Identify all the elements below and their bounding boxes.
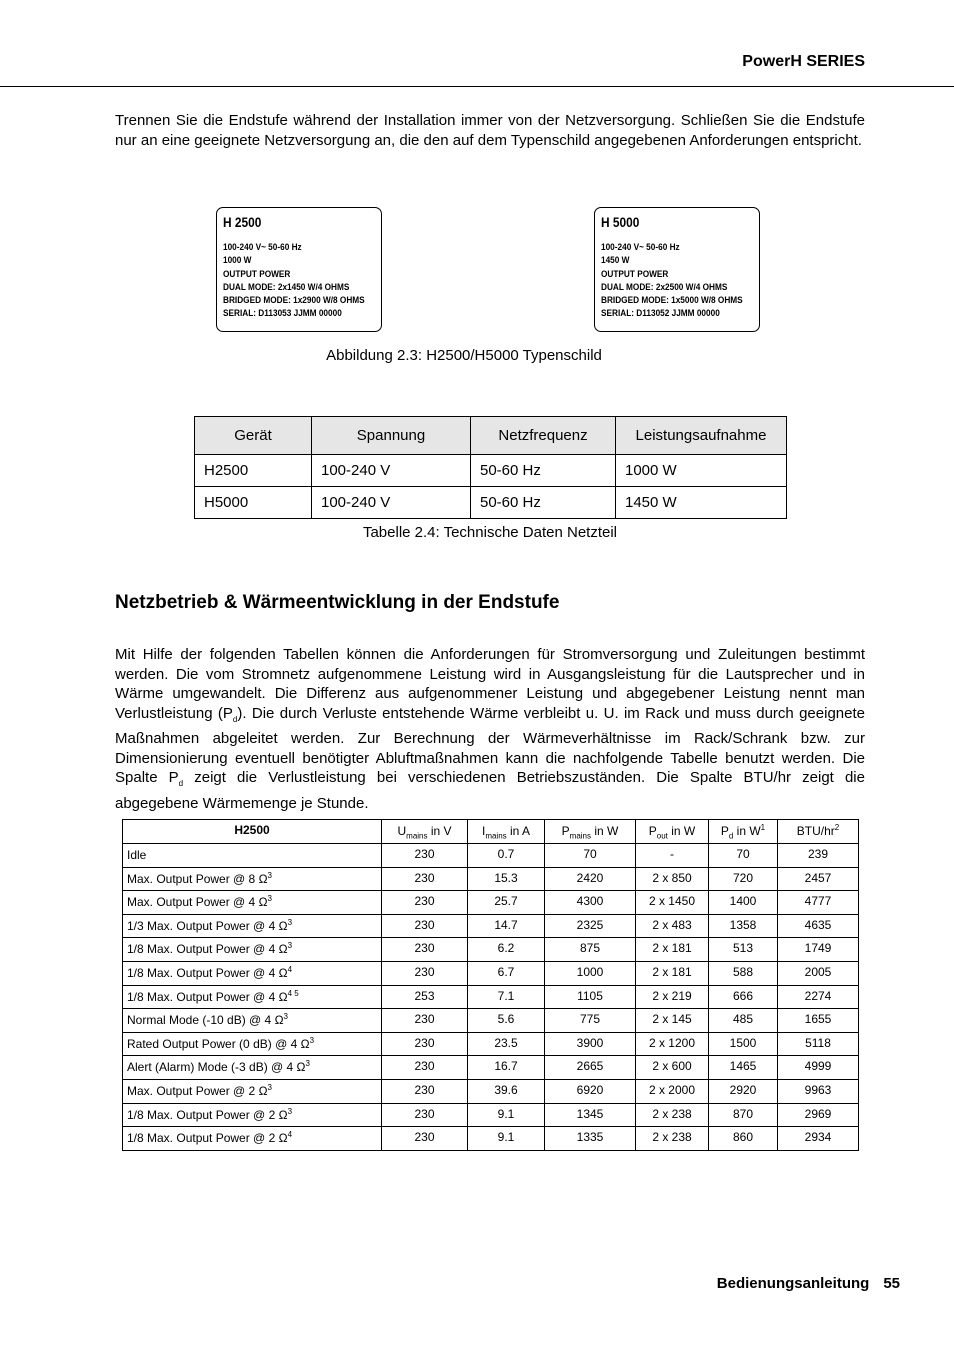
table-cell: 230 <box>382 844 468 868</box>
column-header <box>709 820 778 844</box>
table-cell: 6.2 <box>468 938 545 962</box>
subscript: d <box>232 714 238 724</box>
row-label-text: Max. Output Power @ 8 Ω <box>127 871 268 886</box>
row-label <box>123 1127 382 1151</box>
body-text: zeigt die Verlustleistung bei verschiedenen Betriebszuständen. Die Spalte BTU/hr zeigt die abgegebene Wärmemenge je Stunde. <box>115 769 865 812</box>
table-cell: 4635 <box>778 914 859 938</box>
table-row <box>123 1056 859 1080</box>
table-cell: 870 <box>709 1103 778 1127</box>
table-row <box>195 487 787 519</box>
table-cell: 9.1 <box>468 1103 545 1127</box>
footnote-ref: 3 <box>309 1035 315 1045</box>
table-row <box>195 455 787 487</box>
table-cell: 666 <box>709 985 778 1009</box>
label-line: OUTPUT POWER <box>601 268 669 280</box>
column-header: Spannung <box>312 417 471 455</box>
column-header <box>778 820 859 844</box>
table-cell: 5118 <box>778 1032 859 1056</box>
table-cell: 513 <box>709 938 778 962</box>
column-header <box>636 820 709 844</box>
footer-title: Bedienungsanleitung <box>716 1275 870 1292</box>
table-cell: 6.7 <box>468 961 545 985</box>
column-header <box>545 820 636 844</box>
table-cell: 2 x 600 <box>636 1056 709 1080</box>
label-line: SERIAL: D113052 JJMM 00000 <box>601 308 720 320</box>
table-cell: 2325 <box>545 914 636 938</box>
label-line: 1000 W <box>223 255 252 267</box>
table-row <box>123 914 859 938</box>
table-cell: 253 <box>382 985 468 1009</box>
table-cell: 230 <box>382 1103 468 1127</box>
header-symbol: BTU/hr <box>796 824 835 838</box>
label-line: OUTPUT POWER <box>223 268 291 280</box>
footnote-ref: 4 5 <box>287 988 299 998</box>
table-cell: 2005 <box>778 961 859 985</box>
table-cell: 14.7 <box>468 914 545 938</box>
label-line: BRIDGED MODE: 1x5000 W/8 OHMS <box>601 295 743 307</box>
table-cell: 2420 <box>545 867 636 891</box>
row-label <box>123 867 382 891</box>
column-header: Netzfrequenz <box>471 417 616 455</box>
table-cell: 7.1 <box>468 985 545 1009</box>
header-footnote: 1 <box>760 823 766 832</box>
table-cell: 15.3 <box>468 867 545 891</box>
table-row <box>123 1032 859 1056</box>
table-cell: 100-240 V <box>312 487 471 519</box>
column-header <box>382 820 468 844</box>
table-cell: 2 x 238 <box>636 1127 709 1151</box>
row-label <box>123 938 382 962</box>
header-unit: in W <box>733 824 761 838</box>
table-cell: - <box>636 844 709 868</box>
table-cell: 2934 <box>778 1127 859 1151</box>
table-cell: 2969 <box>778 1103 859 1127</box>
table-row <box>123 1127 859 1151</box>
footer <box>717 1275 900 1292</box>
header-symbol: P <box>648 824 657 838</box>
table-row <box>123 867 859 891</box>
table-cell: 1105 <box>545 985 636 1009</box>
table-cell: 100-240 V <box>312 455 471 487</box>
table-cell: 1335 <box>545 1127 636 1151</box>
row-label <box>123 1009 382 1033</box>
table-row <box>123 891 859 915</box>
label-line: SERIAL: D113053 JJMM 00000 <box>223 308 342 320</box>
header-symbol: U <box>397 824 407 838</box>
table-cell: 1345 <box>545 1103 636 1127</box>
label-line: BRIDGED MODE: 1x2900 W/8 OHMS <box>223 295 365 307</box>
header-subscript: d <box>728 831 734 841</box>
row-label-text: 1/8 Max. Output Power @ 2 Ω <box>127 1131 288 1146</box>
footnote-ref: 3 <box>267 1082 272 1092</box>
figure-caption: Abbildung 2.3: H2500/H5000 Typenschild <box>326 347 602 364</box>
table-cell: 1450 W <box>616 487 787 519</box>
table-cell: 6920 <box>545 1079 636 1103</box>
table-cell: 775 <box>545 1009 636 1033</box>
table-cell: 1465 <box>709 1056 778 1080</box>
footnote-ref: 3 <box>267 894 272 904</box>
page-number: 55 <box>883 1275 900 1292</box>
table-cell: 230 <box>382 961 468 985</box>
footnote-ref: 3 <box>287 941 293 951</box>
row-label <box>123 891 382 915</box>
footnote-ref: 3 <box>283 1012 288 1022</box>
table-cell: 230 <box>382 867 468 891</box>
table-cell: 720 <box>709 867 778 891</box>
table-cell: 1000 <box>545 961 636 985</box>
table-cell: 0.7 <box>468 844 545 868</box>
table-cell: 2 x 2000 <box>636 1079 709 1103</box>
row-label <box>123 844 382 868</box>
row-label <box>123 1032 382 1056</box>
header-unit: in V <box>427 824 452 838</box>
table-cell: 1749 <box>778 938 859 962</box>
table-cell: 25.7 <box>468 891 545 915</box>
table-cell: 230 <box>382 1079 468 1103</box>
table-cell: 23.5 <box>468 1032 545 1056</box>
row-label-text: Normal Mode (-10 dB) @ 4 Ω <box>127 1013 284 1028</box>
power-table-body <box>123 844 859 1151</box>
table-cell: 2 x 1200 <box>636 1032 709 1056</box>
footnote-ref: 4 <box>287 1130 293 1140</box>
table-cell: 588 <box>709 961 778 985</box>
footnote-ref: 3 <box>267 870 272 880</box>
row-label <box>123 985 382 1009</box>
body-text: Mit Hilfe der folgenden Tabellen können die Anforderungen für Stromversorgung und Zuleitungen bestimmt werden. Die vom Stromnetz aufgenommene Leistung wird in Ausgangsleistung für die Lautsprecher und in Wärme umgewandelt. Die Differenz aus aufgenommener Leistung und abgegebener Leistung nennt man Verlustleistung (P <box>115 646 865 722</box>
table-cell: 1358 <box>709 914 778 938</box>
table-cell: H2500 <box>195 455 312 487</box>
table-cell: 230 <box>382 914 468 938</box>
table-cell: 2665 <box>545 1056 636 1080</box>
label-model: H 5000 <box>601 214 640 230</box>
table-cell: 4777 <box>778 891 859 915</box>
column-header: Leistungsaufnahme <box>616 417 787 455</box>
table-cell: 2457 <box>778 867 859 891</box>
label-model: H 2500 <box>223 214 262 230</box>
table-row <box>123 985 859 1009</box>
table-cell: 2920 <box>709 1079 778 1103</box>
label-line: 100-240 V~ 50-60 Hz <box>223 242 302 253</box>
header-unit: in W <box>591 824 619 838</box>
table-cell: 230 <box>382 891 468 915</box>
label-line: 100-240 V~ 50-60 Hz <box>601 242 680 253</box>
table-cell: 2 x 181 <box>636 961 709 985</box>
table-cell: 875 <box>545 938 636 962</box>
table-cell: 1400 <box>709 891 778 915</box>
row-label-text: Max. Output Power @ 4 Ω <box>127 895 268 910</box>
header-title: PowerH SERIES <box>742 53 865 70</box>
row-label <box>123 1056 382 1080</box>
table-row <box>123 938 859 962</box>
table-cell: 3900 <box>545 1032 636 1056</box>
column-header: Gerät <box>195 417 312 455</box>
header-subscript: mains <box>569 831 591 841</box>
table-caption: Tabelle 2.4: Technische Daten Netzteil <box>362 524 618 541</box>
header-subscript: out <box>656 831 668 841</box>
header-symbol: I <box>481 824 486 838</box>
table-cell: 1500 <box>709 1032 778 1056</box>
header-subscript: mains <box>485 831 507 841</box>
table-header-row <box>123 820 859 844</box>
table-cell: 4300 <box>545 891 636 915</box>
column-header <box>468 820 545 844</box>
table-cell: 4999 <box>778 1056 859 1080</box>
row-label <box>123 961 382 985</box>
row-label <box>123 1079 382 1103</box>
table-cell: 2 x 1450 <box>636 891 709 915</box>
table-row <box>123 1103 859 1127</box>
table-cell: 2 x 181 <box>636 938 709 962</box>
row-label-text: 1/8 Max. Output Power @ 4 Ω <box>127 989 288 1004</box>
type-label-h5000 <box>594 207 760 332</box>
table-cell: 70 <box>545 844 636 868</box>
table-cell: 230 <box>382 1127 468 1151</box>
header-subscript: mains <box>406 831 428 841</box>
header-symbol: P <box>561 824 570 838</box>
header-unit: in A <box>506 824 531 838</box>
header-symbol: P <box>720 824 729 838</box>
table-cell: 50-60 Hz <box>471 455 616 487</box>
footnote-ref: 3 <box>287 1106 293 1116</box>
header-divider <box>0 86 954 87</box>
table-row <box>123 1079 859 1103</box>
footnote-ref: 4 <box>287 964 293 974</box>
power-table <box>122 819 859 1151</box>
table-cell: 230 <box>382 1032 468 1056</box>
table-cell: 2 x 145 <box>636 1009 709 1033</box>
row-label <box>123 1103 382 1127</box>
section-heading: Netzbetrieb & Wärmeentwicklung in der Endstufe <box>115 592 560 613</box>
table-cell: 2 x 483 <box>636 914 709 938</box>
intro-paragraph: Trennen Sie die Endstufe während der Installation immer von der Netzversorgung. Schließen Sie die Endstufe nur an eine geeignete Netzversorgung an, die den auf dem Typenschild angegebenen Anforderungen entspricht. <box>115 112 865 149</box>
row-label-text: Max. Output Power @ 2 Ω <box>127 1083 268 1098</box>
type-label-h2500 <box>216 207 382 332</box>
column-header: H2500 <box>123 820 382 844</box>
subscript: d <box>178 779 184 788</box>
table-cell: 2 x 219 <box>636 985 709 1009</box>
row-label-text: 1/3 Max. Output Power @ 4 Ω <box>127 918 288 933</box>
table-cell: 1000 W <box>616 455 787 487</box>
table-cell: 9963 <box>778 1079 859 1103</box>
table-cell: 230 <box>382 938 468 962</box>
table-cell: 239 <box>778 844 859 868</box>
table-cell: 5.6 <box>468 1009 545 1033</box>
row-label-text: 1/8 Max. Output Power @ 4 Ω <box>127 942 288 957</box>
table-cell: 9.1 <box>468 1127 545 1151</box>
body-text: ). Die durch Verluste entstehende Wärme verbleibt u. U. im Rack und muss durch geeignete Maßnahmen abgeleitet werden. Zur Berechnung der Wärmeverhältnisse im Rack/Schrank bzw. zur Dimensionierung eventuell benötigter Abluftmaßnahmen kann die nachfolgende Tabelle benutzt werden. Die Spalte P <box>115 704 865 786</box>
table-header-row <box>195 417 787 455</box>
spec-table <box>194 416 787 519</box>
header-unit: in W <box>667 824 696 838</box>
table-cell: 2 x 850 <box>636 867 709 891</box>
table-row <box>123 844 859 868</box>
table-cell: 2274 <box>778 985 859 1009</box>
table-cell: 860 <box>709 1127 778 1151</box>
table-cell: 2 x 238 <box>636 1103 709 1127</box>
row-label-text: 1/8 Max. Output Power @ 2 Ω <box>127 1107 288 1122</box>
row-label-text: Idle <box>127 848 147 862</box>
row-label-text: 1/8 Max. Output Power @ 4 Ω <box>127 965 288 980</box>
table-cell: H5000 <box>195 487 312 519</box>
table-cell: 70 <box>709 844 778 868</box>
table-cell: 230 <box>382 1009 468 1033</box>
label-line: 1450 W <box>601 255 630 267</box>
table-row <box>123 961 859 985</box>
row-label <box>123 914 382 938</box>
table-cell: 16.7 <box>468 1056 545 1080</box>
row-label-text: Alert (Alarm) Mode (-3 dB) @ 4 Ω <box>127 1060 306 1075</box>
footnote-ref: 3 <box>287 917 293 927</box>
label-line: DUAL MODE: 2x2500 W/4 OHMS <box>601 281 728 293</box>
table-cell: 50-60 Hz <box>471 487 616 519</box>
body-paragraph <box>115 645 865 813</box>
table-row <box>123 1009 859 1033</box>
label-line: DUAL MODE: 2x1450 W/4 OHMS <box>223 281 350 293</box>
footnote-ref: 3 <box>305 1059 310 1069</box>
table-cell: 230 <box>382 1056 468 1080</box>
header-footnote: 2 <box>834 823 840 832</box>
table-cell: 39.6 <box>468 1079 545 1103</box>
table-cell: 1655 <box>778 1009 859 1033</box>
row-label-text: Rated Output Power (0 dB) @ 4 Ω <box>127 1036 310 1051</box>
table-cell: 485 <box>709 1009 778 1033</box>
